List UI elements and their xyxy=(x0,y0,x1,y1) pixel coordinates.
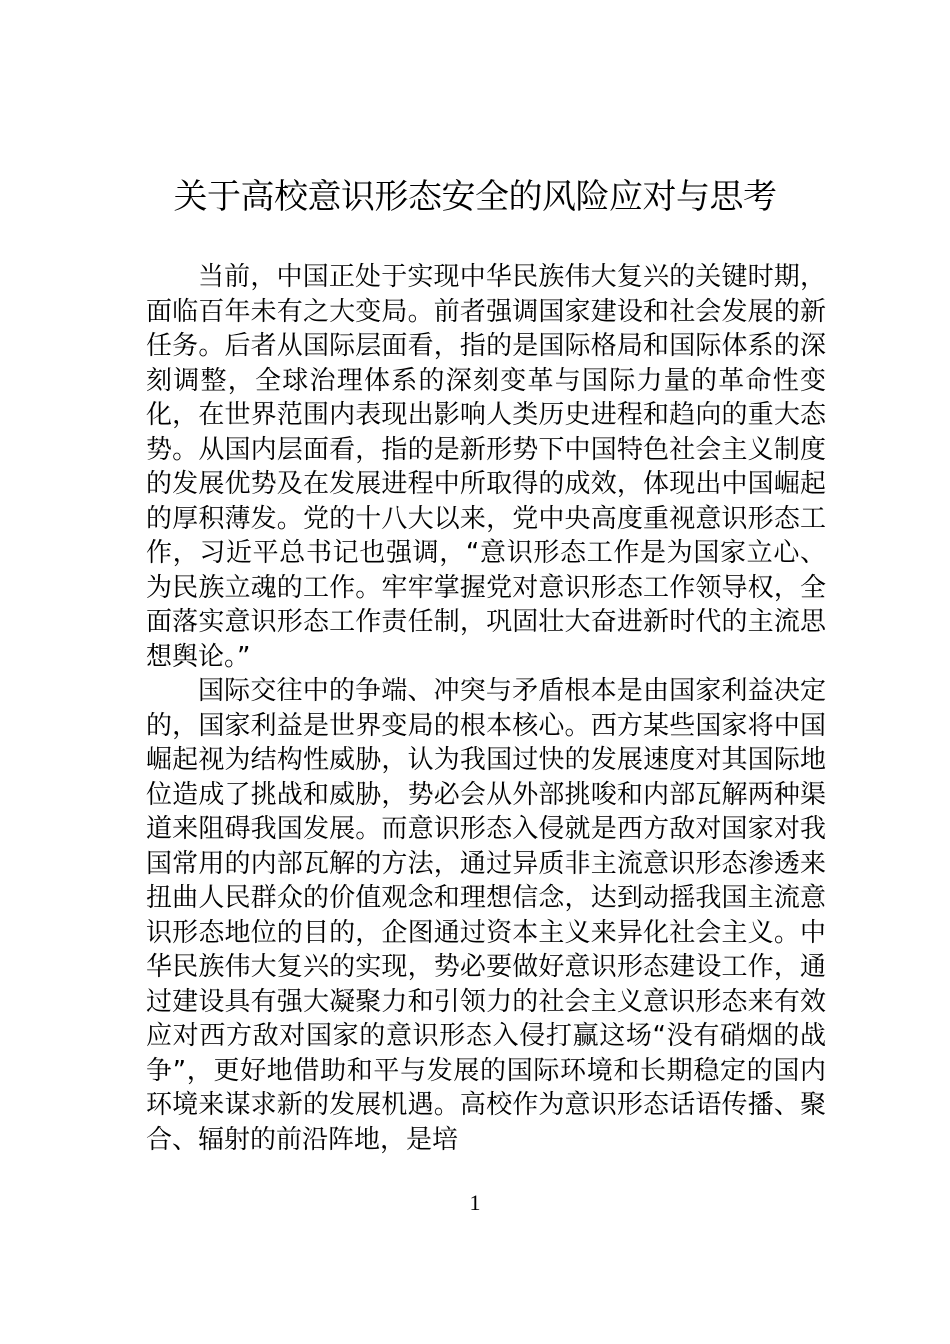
body-text xyxy=(146,260,826,1157)
page-number: 1 xyxy=(469,1190,481,1215)
page-title: 关于高校意识形态安全的风险应对与思考 xyxy=(173,177,777,217)
paragraph-1: 当前，中国正处于实现中华民族伟大复兴的关键时期，面临百年未有之大变局。前者强调国家建设和社会发展的新任务。后者从国际层面看，指的是国际格局和国际体系的深刻调整，全球治理体系的深刻变革与国际力量的革命性变化，在世界范围内表现出影响人类历史进程和趋向的重大态势。从国内层面看，指的是新形势下中国特色社会主义制度的发展优势及在发展进程中所取得的成效，体现出中国崛起的厚积薄发。党的十八大以来，党中央高度重视意识形态工作，习近平总书记也强调，“意识形态工作是为国家立心、为民族立魂的工作。牢牢掌握党对意识形态工作领导权，全面落实意识形态工作责任制，巩固壮大奋进新时代的主流思想舆论。” xyxy=(146,262,826,672)
paragraph-2: 国际交往中的争端、冲突与矛盾根本是由国家利益决定的，国家利益是世界变局的根本核心。西方某些国家将中国崛起视为结构性威胁，认为我国过快的发展速度对其国际地位造成了挑战和威胁，势必会从外部挑唆和内部瓦解两种渠道来阻碍我国发展。而意识形态入侵就是西方敌对国家对我国常用的内部瓦解的方法，通过异质非主流意识形态渗透来扭曲人民群众的价值观念和理想信念，达到动摇我国主流意识形态地位的目的，企图通过资本主义来异化社会主义。中华民族伟大复兴的实现，势必要做好意识形态建设工作，通过建设具有强大凝聚力和引领力的社会主义意识形态来有效应对西方敌对国家的意识形态入侵打赢这场“没有硝烟的战争”，更好地借助和平与发展的国际环境和长期稳定的国内环境来谋求新的发展机遇。高校作为意识形态话语传播、聚合、辐射的前沿阵地，是培 xyxy=(146,676,826,1155)
